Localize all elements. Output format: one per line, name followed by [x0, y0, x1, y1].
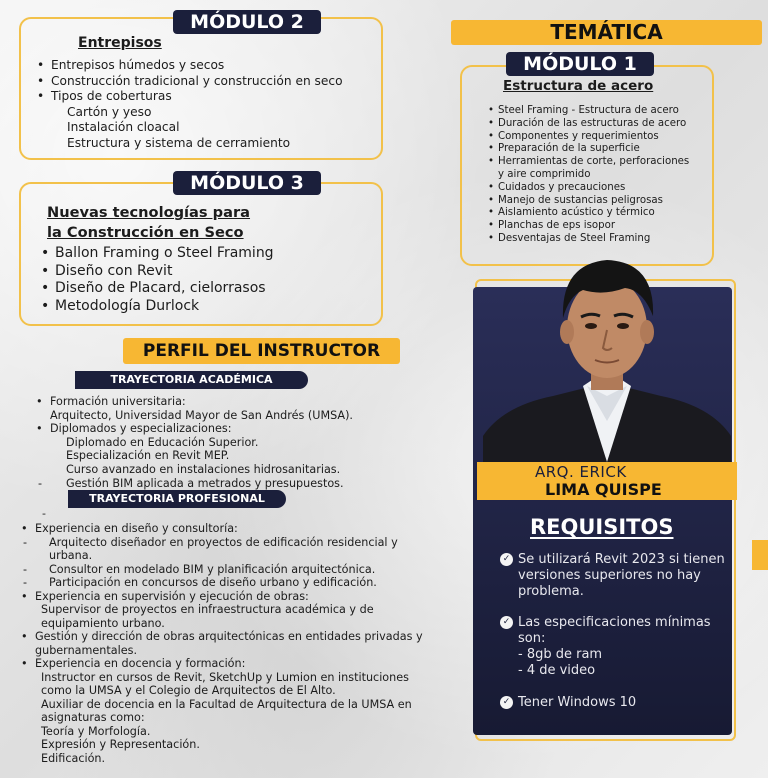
requirement-line: Las especificaciones mínimas [518, 615, 711, 630]
list-item: • Componentes y requerimientos [498, 131, 689, 144]
list-item: • Formación universitaria: [50, 395, 380, 409]
list-item: • Manejo de sustancias peligrosas [498, 195, 689, 208]
list-item-detail: - Gestión BIM aplicada a metrados y presupuestos. [50, 477, 380, 491]
instructor-prefix: ARQ. ERICK [535, 463, 627, 481]
module3-title: MÓDULO 3 [173, 171, 321, 195]
list-item: • Aislamiento acústico y térmico [498, 207, 689, 220]
check-circle-icon: ✓ [500, 696, 513, 709]
professional-heading: TRAYECTORIA PROFESIONAL [68, 490, 286, 508]
list-item: • Duración de las estructuras de acero [498, 118, 689, 131]
list-item: • Preparación de la superficie [498, 143, 689, 156]
module1-subtitle: Estructura de acero [503, 78, 654, 94]
requirement-line: son: [518, 631, 546, 646]
module1-list [498, 105, 689, 246]
instructor-surname: LIMA QUISPE [545, 480, 662, 499]
list-item: • Tipos de coberturas [51, 89, 343, 105]
list-subitem: Estructura y sistema de cerramiento [67, 135, 291, 150]
list-item-detail: Diplomado en Educación Superior. [66, 435, 259, 449]
requirement-text [518, 615, 728, 679]
list-item-detail: - Consultor en modelado BIM y planificación arquitectónica. [35, 563, 435, 577]
list-item-detail: Teoría y Morfología. [41, 724, 151, 738]
check-circle-icon: ✓ [500, 553, 513, 566]
module3-subtitle-line2: la Construcción en Seco [47, 224, 244, 241]
list-subitem: Instalación cloacal [67, 120, 180, 135]
list-item-detail: equipamiento urbano. [41, 616, 165, 630]
requirement-text: Se utilizará Revit 2023 si tienen versiones superiores no hay problema. [518, 552, 725, 599]
check-circle-icon: ✓ [500, 616, 513, 629]
list-item: • Herramientas de corte, perforaciones [498, 156, 689, 169]
tematica-title: TEMÁTICA [451, 20, 762, 45]
module3-list [55, 245, 274, 315]
list-item: • Experiencia en diseño y consultoría: [35, 522, 435, 536]
portrait-illustration [483, 246, 731, 462]
dash-marker: - [42, 507, 46, 520]
side-accent-tab [752, 540, 768, 570]
list-item-continuation: y aire comprimido [498, 168, 591, 180]
list-item-detail: como la UMSA y el Colegio de Arquitectos de El Alto. [41, 684, 336, 697]
list-item: • Entrepisos húmedos y secos [51, 58, 343, 74]
profile-title: PERFIL DEL INSTRUCTOR [123, 338, 400, 364]
list-item: • Metodología Durlock [55, 298, 274, 316]
list-item-detail: Curso avanzado en instalaciones hidrosanitarias. [66, 462, 341, 476]
requirement-line: - 8gb de ram [518, 647, 603, 662]
list-item: • Diplomados y especializaciones: [50, 422, 380, 436]
list-item: • Diseño con Revit [55, 263, 274, 281]
module2-list [51, 58, 343, 152]
list-item-detail: Instructor en cursos de Revit, SketchUp y Lumion en instituciones [41, 670, 409, 684]
requirement-text: Tener Windows 10 [518, 695, 637, 710]
list-item-detail: urbana. [49, 549, 93, 562]
list-item: • Experiencia en docencia y formación: [35, 657, 435, 671]
list-item: • Construcción tradicional y construcción en seco [51, 74, 343, 90]
module1-title: MÓDULO 1 [506, 52, 654, 76]
module2-subtitle: Entrepisos [78, 35, 162, 51]
list-item: • Steel Framing - Estructura de acero [498, 105, 689, 118]
list-item-detail: Arquitecto, Universidad Mayor de San Andrés (UMSA). [50, 408, 353, 422]
list-item-detail: - Arquitecto diseñador en proyectos de edificación residencial y [35, 536, 435, 550]
module3-subtitle-line1: Nuevas tecnologías para [47, 204, 251, 221]
list-item-detail: asignaturas como: [41, 711, 145, 724]
list-item-detail: Especialización en Revit MEP. [66, 449, 230, 463]
module2-title: MÓDULO 2 [173, 10, 321, 34]
requirements-title: REQUISITOS [530, 515, 674, 539]
list-item: • Experiencia en supervisión y ejecución de obras: [35, 590, 435, 604]
list-item: • Planchas de eps isopor [498, 220, 689, 233]
list-item-detail: Auxiliar de docencia en la Facultad de Arquitectura de la UMSA en [41, 697, 412, 711]
instructor-photo [483, 246, 731, 462]
list-item-detail: Expresión y Representación. [41, 738, 200, 751]
list-item: • Diseño de Placard, cielorrasos [55, 280, 274, 298]
list-item: • Desventajas de Steel Framing [498, 233, 689, 246]
list-item-detail: - Participación en concursos de diseño urbano y edificación. [35, 576, 435, 590]
academic-heading: TRAYECTORIA ACADÉMICA [75, 371, 308, 389]
academic-list [50, 395, 380, 490]
list-item-detail: Edificación. [41, 751, 106, 765]
list-item-detail: gubernamentales. [35, 643, 138, 657]
professional-list [35, 522, 435, 765]
list-item-detail: Supervisor de proyectos en infraestructura académica y de [41, 603, 374, 616]
list-item: • Ballon Framing o Steel Framing [55, 245, 274, 263]
list-item: • Cuidados y precauciones [498, 182, 689, 195]
requirement-line: - 4 de video [518, 663, 596, 678]
module3-subtitle [47, 203, 250, 243]
list-item: • Gestión y dirección de obras arquitectónicas en entidades privadas y [35, 630, 435, 644]
list-subitem: Cartón y yeso [67, 104, 152, 119]
